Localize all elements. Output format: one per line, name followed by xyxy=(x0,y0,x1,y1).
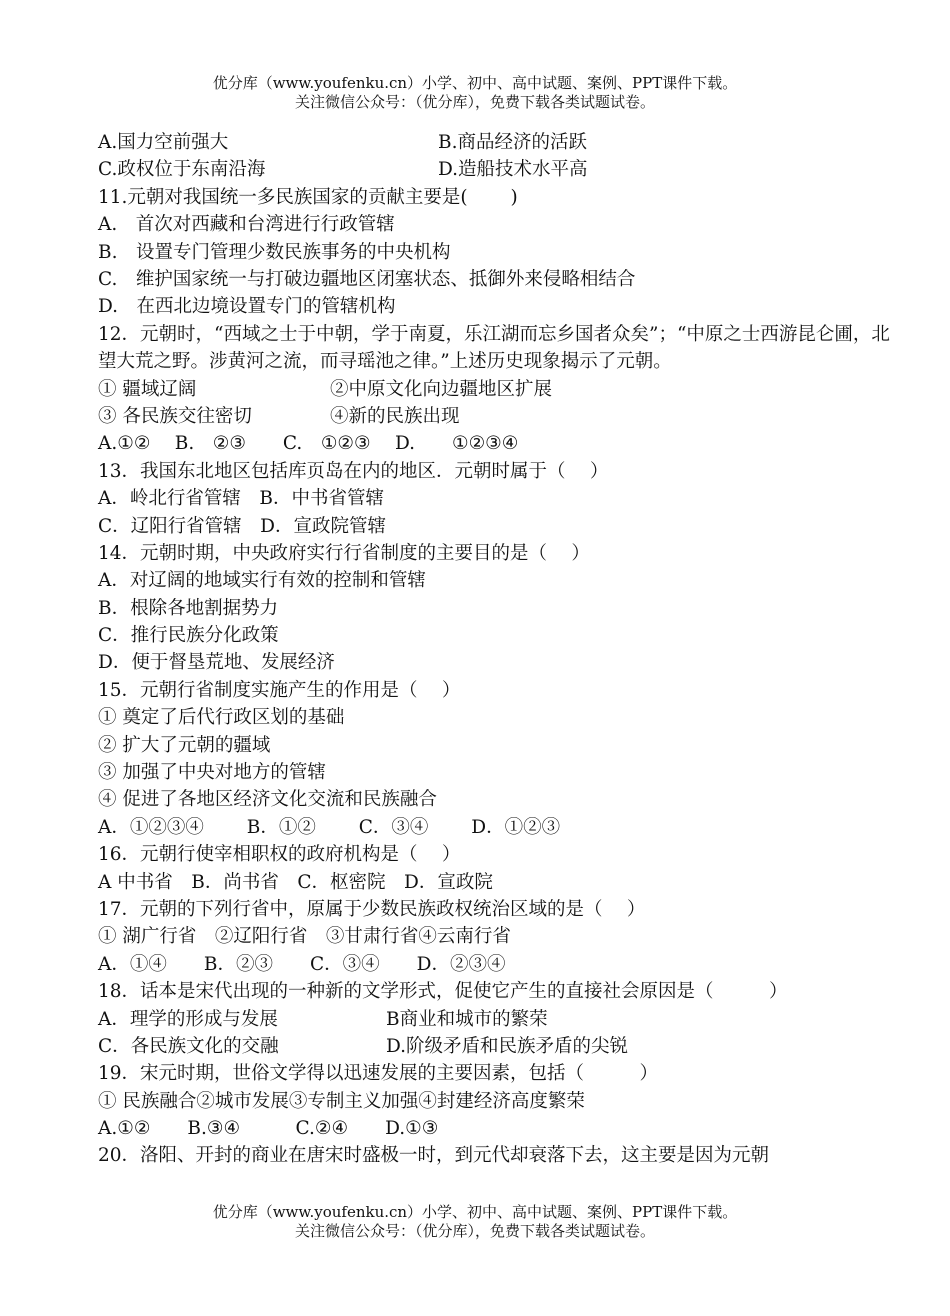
q16-options: A 中书省 B．尚书省 C．枢密院 D．宣政院 xyxy=(98,871,493,893)
q12-item-1: ① 疆域辽阔 xyxy=(98,378,197,400)
footer-line-2: 关注微信公众号：（优分库），免费下载各类试题试卷。 xyxy=(294,1222,655,1240)
q18-option-d: D.阶级矛盾和民族矛盾的尖锐 xyxy=(386,1035,629,1057)
q12-options: A.①② B. ②③ C. ①②③ D. ①②③④ xyxy=(98,433,519,455)
q12-items-row-1 xyxy=(98,376,898,403)
q17-items: ① 湖广行省 ②辽阳行省 ③甘肃行省④云南行省 xyxy=(98,926,511,948)
q10-option-a: A.国力空前强大 xyxy=(98,132,229,153)
q14-option-b: B．根除各地割据势力 xyxy=(98,597,279,619)
page-footer xyxy=(0,1203,950,1241)
q18-option-c: C．各民族文化的交融 xyxy=(98,1035,279,1057)
q12-item-4: ④新的民族出现 xyxy=(330,405,460,427)
q14-option-a: A．对辽阔的地域实行有效的控制和管辖 xyxy=(98,570,426,592)
q12-items-row-2 xyxy=(98,403,898,430)
q15-stem: 15．元朝行省制度实施产生的作用是（ ） xyxy=(98,679,461,701)
q13-options-cd: C．辽阳行省管辖 D．宣政院管辖 xyxy=(98,515,386,537)
question-content xyxy=(98,129,898,1170)
q17-stem: 17．元朝的下列行省中，原属于少数民族政权统治区域的是（ ） xyxy=(98,898,646,920)
q16-stem: 16．元朝行使宰相职权的政府机构是（ ） xyxy=(98,844,461,866)
q12-stem: 12．元朝时，“西域之士于中朝，学于南夏，乐江湖而忘乡国者众矣”；“中原之士西游昆仑圃，北望大荒之野。涉黄河之流，而寻瑶池之律。”上述历史现象揭示了元朝。 xyxy=(98,323,890,373)
q14-option-c: C．推行民族分化政策 xyxy=(98,625,279,647)
q19-options: A.①② B.③④ C.②④ D.①③ xyxy=(98,1118,439,1140)
q11-stem: 11.元朝对我国统一多民族国家的贡献主要是( ) xyxy=(98,186,518,208)
q18-option-b: B商业和城市的繁荣 xyxy=(386,1008,548,1030)
q14-option-d: D．便于督垦荒地、发展经济 xyxy=(98,652,335,674)
page-header xyxy=(0,74,950,112)
q18-stem: 18．话本是宋代出现的一种新的文学形式，促使它产生的直接社会原因是（ ） xyxy=(98,981,788,1003)
q19-items: ① 民族融合②城市发展③专制主义加强④封建经济高度繁荣 xyxy=(98,1090,585,1112)
q13-options-ab: A．岭北行省管辖 B．中书省管辖 xyxy=(98,488,384,510)
q18-options-row-2 xyxy=(98,1033,898,1060)
q15-item-1: ① 奠定了后代行政区划的基础 xyxy=(98,707,345,729)
q10-option-c: C.政权位于东南沿海 xyxy=(98,159,266,181)
q12-item-2: ②中原文化向边疆地区扩展 xyxy=(330,378,553,400)
q15-options: A．①②③④ B．①② C．③④ D．①②③ xyxy=(98,816,561,838)
q15-item-2: ② 扩大了元朝的疆域 xyxy=(98,734,271,756)
q14-stem: 14．元朝时期，中央政府实行行省制度的主要目的是（ ） xyxy=(98,542,590,564)
q15-item-3: ③ 加强了中央对地方的管辖 xyxy=(98,762,326,784)
q10-option-d: D.造船技术水平高 xyxy=(438,159,588,181)
q11-option-b: B. 设置专门管理少数民族事务的中央机构 xyxy=(98,241,451,263)
q18-options-row-1 xyxy=(98,1006,898,1033)
q20-stem: 20．洛阳、开封的商业在唐宋时盛极一时，到元代却衰落下去，这主要是因为元朝 xyxy=(98,1145,770,1167)
header-line-1: 优分库（www.youfenku.cn）小学、初中、高中试题、案例、PPT课件下载。 xyxy=(212,74,738,92)
q10-options-row-1 xyxy=(98,129,898,156)
footer-line-1: 优分库（www.youfenku.cn）小学、初中、高中试题、案例、PPT课件下载。 xyxy=(212,1203,738,1221)
q10-options-row-2 xyxy=(98,156,898,183)
q11-option-a: A. 首次对西藏和台湾进行行政管辖 xyxy=(98,214,395,236)
q17-options: A．①④ B．②③ C．③④ D．②③④ xyxy=(98,953,506,975)
q15-item-4: ④ 促进了各地区经济文化交流和民族融合 xyxy=(98,789,437,811)
q12-item-3: ③ 各民族交往密切 xyxy=(98,405,252,427)
q11-option-c: C. 维护国家统一与打破边疆地区闭塞状态、抵御外来侵略相结合 xyxy=(98,268,636,290)
q19-stem: 19．宋元时期，世俗文学得以迅速发展的主要因素，包括（ ） xyxy=(98,1063,659,1085)
q10-option-b: B.商品经济的活跃 xyxy=(438,132,587,153)
header-line-2: 关注微信公众号：（优分库），免费下载各类试题试卷。 xyxy=(294,93,655,111)
q18-option-a: A．理学的形成与发展 xyxy=(98,1008,278,1030)
q11-option-d: D. 在西北边境设置专门的管辖机构 xyxy=(98,296,396,318)
q13-stem: 13．我国东北地区包括库页岛在内的地区．元朝时属于（ ） xyxy=(98,460,609,482)
